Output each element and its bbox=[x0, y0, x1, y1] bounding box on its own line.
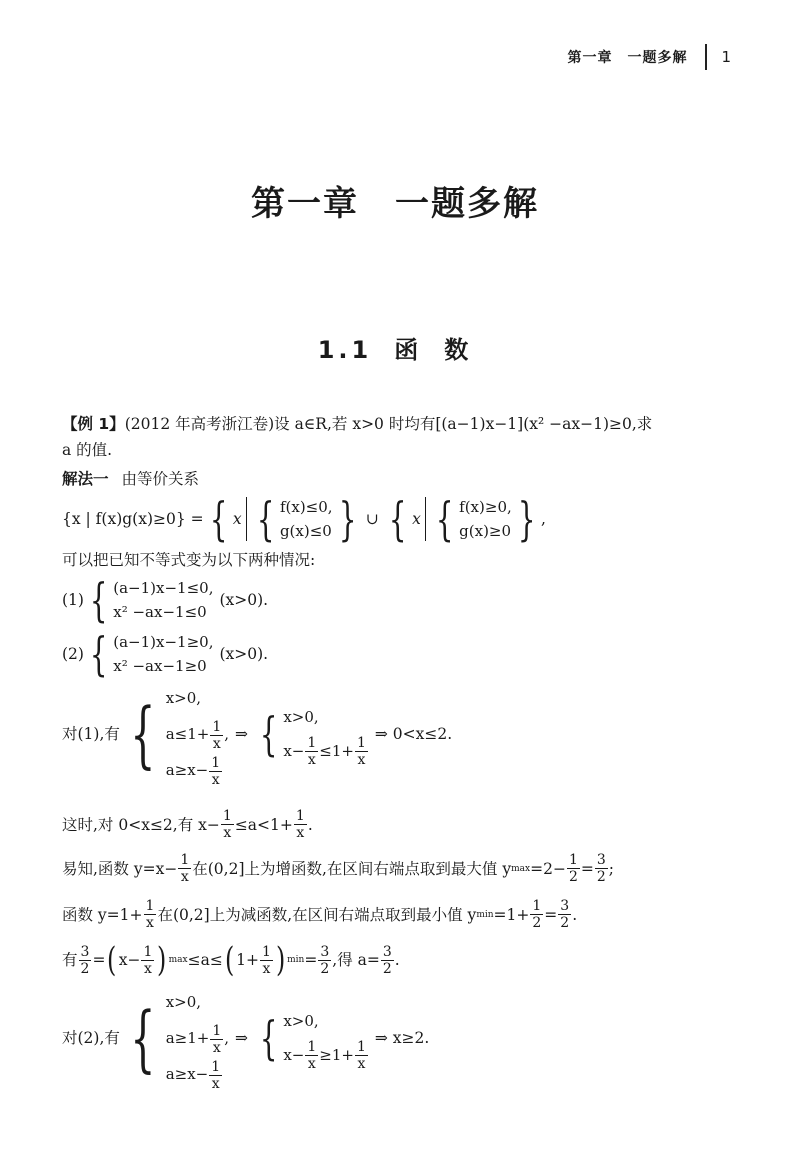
case-1-label: (1) bbox=[62, 591, 84, 609]
equiv-s1b: g(x)≤0 bbox=[279, 522, 332, 540]
conclusion-line: 有 $\frac{3}{2}$ = ( x− $\frac{1}{x}$ ) max ≤a≤ ( 1+ $\frac{1}{x}$ ) min = $\frac{3}{2}$ ,得 a= $\frac{3}{2}$ . bbox=[62, 940, 400, 980]
set-brace-close: } bbox=[338, 492, 356, 546]
equiv-s2a: f(x)≥0, bbox=[459, 498, 512, 516]
case-2-label: (2) bbox=[62, 645, 84, 663]
for-case-1 bbox=[62, 680, 452, 788]
for-1-r2: a≤1+ $\frac{1}{x}$ , bbox=[165, 718, 230, 752]
section-title-b: 数 bbox=[444, 336, 473, 364]
for-1-system-2 bbox=[283, 700, 369, 769]
section-number: 1.1 bbox=[317, 336, 373, 364]
transform-line bbox=[62, 549, 315, 571]
case-2-system bbox=[113, 630, 213, 678]
frac-1-over-x: $\frac{1}{x}$ bbox=[211, 754, 221, 788]
equiv-lhs: {x | f(x)g(x)≥0} = bbox=[62, 510, 204, 528]
section-title bbox=[0, 330, 790, 365]
example-text-1: 设 a∈R,若 x>0 时均有[(a−1)x−1](x² −ax−1)≥0,求 bbox=[274, 415, 653, 433]
for-2-brace-2: { bbox=[259, 1011, 278, 1065]
example-line-2 bbox=[62, 439, 112, 461]
method-heading bbox=[62, 468, 199, 490]
for-2-system: x>0, a≥1+ $\frac{1}{x}$ , a≥x− $\frac{1}{x}$ bbox=[165, 993, 230, 1092]
system-brace-2: { bbox=[435, 492, 454, 546]
chapter-title-text: 一题多解 bbox=[395, 184, 539, 224]
for-2-system-2: x>0, x− $\frac{1}{x}$ ≥1+ $\frac{1}{x}$ bbox=[283, 1011, 366, 1073]
case-1 bbox=[62, 573, 269, 627]
for-1-r3: a≥x− $\frac{1}{x}$ bbox=[165, 754, 221, 788]
equiv-s2b: g(x)≥0 bbox=[459, 522, 512, 540]
case-1-tail: (x>0). bbox=[219, 591, 269, 609]
method-intro: 由等价关系 bbox=[121, 470, 199, 488]
example-source: (2012 年高考浙江卷) bbox=[124, 415, 275, 433]
for-1-label: 对(1),有 bbox=[62, 725, 120, 743]
for-1-result: ⇒ 0<x≤2. bbox=[374, 725, 453, 743]
page-number: 1 bbox=[721, 48, 732, 66]
frac-1-over-x: $\frac{1}{x}$ bbox=[212, 718, 222, 752]
equiv-end: , bbox=[541, 510, 546, 528]
chapter-title-number: 第一章 bbox=[251, 184, 359, 224]
equiv-system-2 bbox=[459, 495, 512, 543]
running-head-chapter: 第一章 一题多解 bbox=[567, 50, 688, 66]
case-2-b: x² −ax−1≥0 bbox=[113, 657, 207, 675]
example-line-1 bbox=[62, 413, 652, 435]
example-text-2: a 的值. bbox=[62, 441, 113, 459]
chapter-title bbox=[0, 176, 790, 225]
section-title-a: 函 bbox=[394, 336, 423, 364]
for-case-2 bbox=[62, 984, 429, 1092]
for-1-s1: x>0, bbox=[283, 707, 319, 726]
case-1-brace: { bbox=[89, 573, 108, 627]
system-brace: { bbox=[256, 492, 275, 546]
decreasing-line: 函数 y=1+ $\frac{1}{x}$ 在(0,2]上为减函数,在区间右端点取到最小值 y min =1+ $\frac{1}{2}$ = $\frac{3}{2}$ . bbox=[62, 898, 578, 931]
case-2-a: (a−1)x−1≥0, bbox=[113, 633, 214, 651]
set-brace-open-2: { bbox=[388, 492, 407, 546]
set-brace-open: { bbox=[209, 492, 228, 546]
arrow-2: ⇒ bbox=[235, 1029, 249, 1047]
case-2-brace: { bbox=[89, 627, 108, 681]
equiv-system-1 bbox=[280, 495, 333, 543]
then-line: 这时,对 0<x≤2,有 x− $\frac{1}{x}$ ≤a<1+ $\frac{1}{x}$ . bbox=[62, 808, 313, 841]
method-label: 解法一 bbox=[62, 470, 109, 488]
set-brace-close-2: } bbox=[517, 492, 536, 546]
set-bar bbox=[246, 497, 247, 541]
for-1-brace: { bbox=[130, 692, 156, 776]
running-head-divider bbox=[705, 44, 707, 70]
set-bar-2 bbox=[425, 497, 426, 541]
for-2-brace: { bbox=[130, 996, 156, 1080]
example-label: 【例 1】 bbox=[62, 415, 125, 433]
for-1-s2: x− $\frac{1}{x}$ ≤1+ $\frac{1}{x}$ bbox=[283, 735, 366, 769]
union-sign: ∪ bbox=[365, 510, 379, 528]
for-1-r1: x>0, bbox=[165, 689, 202, 707]
running-head bbox=[567, 44, 732, 70]
case-2-tail: (x>0). bbox=[219, 645, 269, 663]
case-1-b: x² −ax−1≤0 bbox=[113, 603, 207, 621]
for-1-system bbox=[166, 680, 229, 788]
for-1-brace-2: { bbox=[259, 707, 278, 761]
transform-text: 可以把已知不等式变为以下两种情况: bbox=[62, 551, 316, 569]
arrow-1: ⇒ bbox=[235, 725, 249, 743]
equivalence-formula: {x | f(x)g(x)≥0} = { x { f(x)≤0, g(x)≤0 } ∪ { x { f(x)≥0, g(x)≥0 } , bbox=[62, 492, 546, 546]
for-2-label: 对(2),有 bbox=[62, 1029, 120, 1047]
case-1-a: (a−1)x−1≤0, bbox=[113, 579, 214, 597]
equiv-s1a: f(x)≤0, bbox=[279, 498, 333, 516]
increasing-line: 易知,函数 y=x− $\frac{1}{x}$ 在(0,2]上为增函数,在区间右端点取到最大值 y max =2− $\frac{1}{2}$ = $\frac{3}{2}$ ; bbox=[62, 852, 615, 885]
for-2-result: ⇒ x≥2. bbox=[374, 1029, 430, 1047]
case-2 bbox=[62, 627, 269, 681]
case-1-system bbox=[113, 576, 213, 624]
